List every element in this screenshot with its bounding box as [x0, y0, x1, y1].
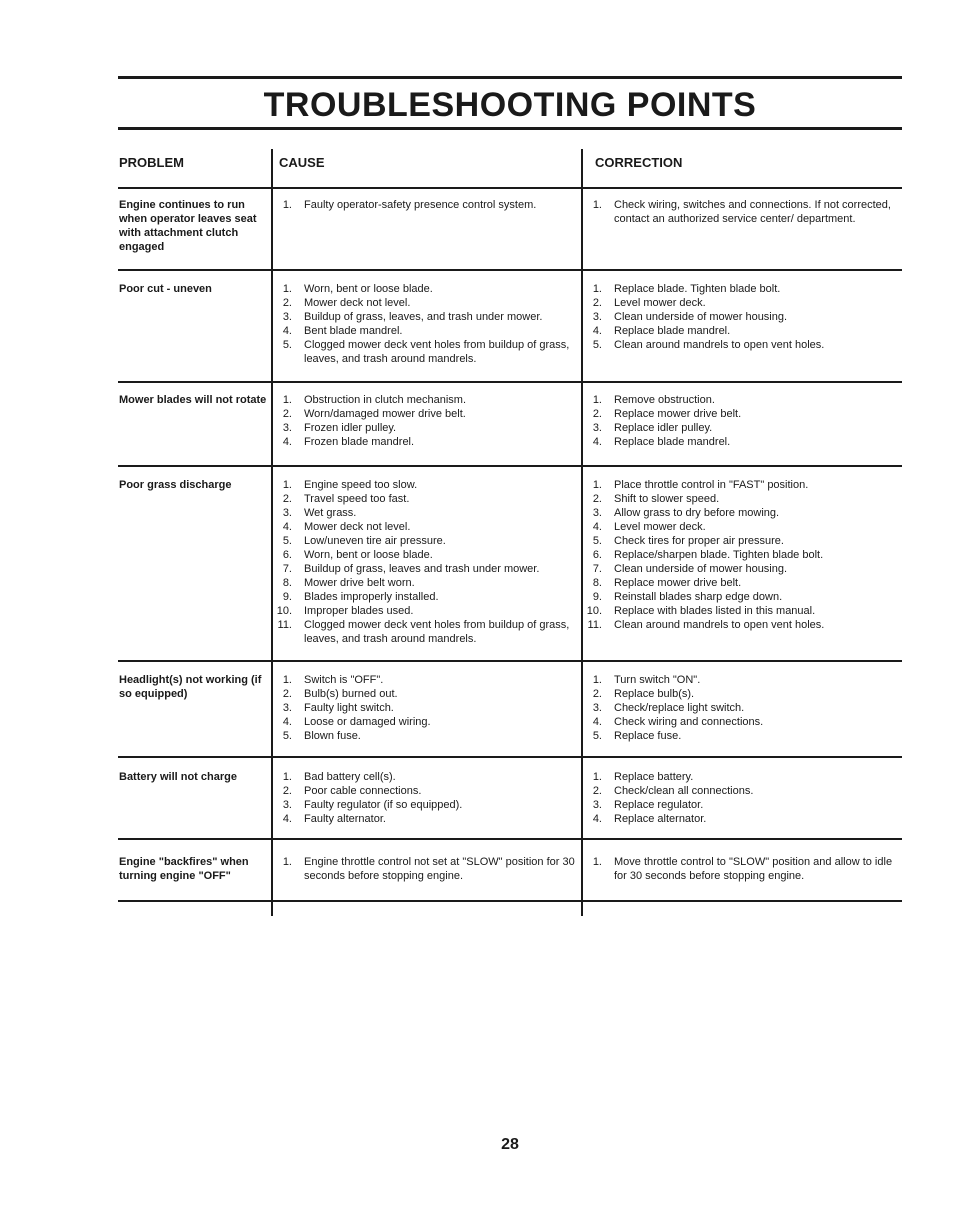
correction-list	[584, 198, 894, 226]
problem-text: Engine "backfires" when turning engine "OFF"	[119, 856, 249, 882]
row-divider	[118, 381, 902, 383]
list-item: 3. Allow grass to dry before mowing.	[592, 507, 780, 519]
cause-list	[274, 673, 576, 743]
list-item: 4. Faulty alternator.	[282, 813, 386, 825]
row-divider	[118, 465, 902, 467]
top-rule	[118, 76, 902, 79]
list-item: 2. Poor cable connections.	[282, 785, 422, 797]
list-item: 1. Bad battery cell(s).	[282, 771, 396, 783]
list-item: 10. Replace with blades listed in this manual.	[586, 605, 816, 617]
list-item: 4. Replace alternator.	[592, 813, 707, 825]
list-item: 4. Replace blade mandrel.	[592, 436, 731, 448]
column-divider	[581, 149, 583, 916]
problem-text: Engine continues to run when operator leaves seat with attachment clutch engaged	[119, 199, 257, 253]
list-item: 4. Bent blade mandrel.	[282, 325, 403, 337]
list-item: 1. Replace blade. Tighten blade bolt.	[592, 283, 781, 295]
list-item: 1. Engine throttle control not set at "SLOW" position for 30 seconds before stopping engine.	[282, 856, 575, 882]
list-item: 3. Faulty light switch.	[282, 702, 394, 714]
list-item: 3. Replace regulator.	[592, 799, 704, 811]
cause-list	[274, 855, 576, 883]
list-item: 5. Clean around mandrels to open vent holes.	[592, 339, 825, 351]
list-item: 3. Check/replace light switch.	[592, 702, 745, 714]
correction-list	[584, 855, 894, 883]
list-item: 1. Remove obstruction.	[592, 394, 715, 406]
problem-text: Battery will not charge	[119, 771, 237, 783]
title-rule	[118, 127, 902, 130]
list-item: 7. Clean underside of mower housing.	[592, 563, 788, 575]
list-item: 11. Clean around mandrels to open vent holes.	[587, 619, 825, 631]
list-item: 2. Shift to slower speed.	[592, 493, 720, 505]
list-item: 1. Faulty operator-safety presence control system.	[282, 199, 537, 211]
row-divider	[118, 756, 902, 758]
list-item: 4. Mower deck not level.	[282, 521, 411, 533]
header-rule	[118, 187, 902, 189]
row-divider	[118, 838, 902, 840]
page-title: TROUBLESHOOTING POINTS	[263, 86, 757, 124]
list-item: 1. Place throttle control in "FAST" position.	[592, 479, 809, 491]
list-item: 1. Replace battery.	[592, 771, 694, 783]
list-item: 4. Loose or damaged wiring.	[282, 716, 431, 728]
list-item: 8. Mower drive belt worn.	[282, 577, 415, 589]
correction-list	[584, 478, 894, 632]
correction-list	[584, 673, 894, 743]
list-item: 2. Worn/damaged mower drive belt.	[282, 408, 466, 420]
list-item: 6. Replace/sharpen blade. Tighten blade bolt.	[592, 549, 824, 561]
cause-list	[274, 282, 576, 366]
list-item: 3. Clean underside of mower housing.	[592, 311, 788, 323]
cause-list	[274, 198, 576, 212]
list-item: 9. Blades improperly installed.	[282, 591, 439, 603]
list-item: 10. Improper blades used.	[276, 605, 414, 617]
list-item: 8. Replace mower drive belt.	[592, 577, 742, 589]
list-item: 3. Replace idler pulley.	[592, 422, 713, 434]
list-item: 4. Replace blade mandrel.	[592, 325, 731, 337]
list-item: 1. Obstruction in clutch mechanism.	[282, 394, 467, 406]
list-item: 2. Mower deck not level.	[282, 297, 411, 309]
list-item: 5. Check tires for proper air pressure.	[592, 535, 784, 547]
list-item: 1. Switch is "OFF".	[282, 674, 384, 686]
cause-list	[274, 393, 576, 449]
problem-text: Mower blades will not rotate	[119, 394, 267, 406]
row-divider	[118, 269, 902, 271]
correction-list	[584, 282, 894, 352]
list-item: 7. Buildup of grass, leaves and trash under mower.	[282, 563, 540, 575]
list-item: 9. Reinstall blades sharp edge down.	[592, 591, 783, 603]
list-item: 3. Wet grass.	[282, 507, 357, 519]
list-item: 11. Clogged mower deck vent holes from buildup of grass, leaves, and trash around mandrels.	[277, 619, 570, 645]
list-item: 1. Worn, bent or loose blade.	[282, 283, 433, 295]
list-item: 2. Bulb(s) burned out.	[282, 688, 398, 700]
row-divider	[118, 660, 902, 662]
list-item: 2. Level mower deck.	[592, 297, 706, 309]
list-item: 4. Level mower deck.	[592, 521, 706, 533]
list-item: 3. Frozen idler pulley.	[282, 422, 397, 434]
list-item: 1. Check wiring, switches and connections. If not corrected, contact an authorized service center/ department.	[592, 199, 891, 225]
column-header-problem: PROBLEM	[119, 155, 184, 170]
problem-text: Poor grass discharge	[119, 479, 232, 491]
problem-text: Headlight(s) not working (if so equipped)	[119, 674, 262, 700]
list-item: 2. Check/clean all connections.	[592, 785, 754, 797]
list-item: 5. Replace fuse.	[592, 730, 682, 742]
list-item: 4. Check wiring and connections.	[592, 716, 764, 728]
list-item: 5. Low/uneven tire air pressure.	[282, 535, 446, 547]
correction-list	[584, 393, 894, 449]
list-item: 2. Replace mower drive belt.	[592, 408, 742, 420]
problem-text: Poor cut - uneven	[119, 283, 212, 295]
column-divider	[271, 149, 273, 916]
list-item: 1. Engine speed too slow.	[282, 479, 418, 491]
column-header-cause: CAUSE	[279, 155, 325, 170]
list-item: 1. Move throttle control to "SLOW" position and allow to idle for 30 seconds before stopping engine.	[592, 856, 893, 882]
cause-list	[274, 478, 576, 646]
page-number: 28	[501, 1136, 519, 1153]
list-item: 5. Clogged mower deck vent holes from buildup of grass, leaves, and trash around mandrels.	[282, 339, 570, 365]
column-header-correction: CORRECTION	[595, 155, 683, 170]
list-item: 3. Faulty regulator (if so equipped).	[282, 799, 463, 811]
list-item: 5. Blown fuse.	[282, 730, 361, 742]
correction-list	[584, 770, 894, 826]
list-item: 3. Buildup of grass, leaves, and trash under mower.	[282, 311, 543, 323]
list-item: 1. Turn switch "ON".	[592, 674, 701, 686]
list-item: 4. Frozen blade mandrel.	[282, 436, 415, 448]
list-item: 2. Replace bulb(s).	[592, 688, 695, 700]
cause-list	[274, 770, 576, 826]
list-item: 6. Worn, bent or loose blade.	[282, 549, 433, 561]
row-divider	[118, 900, 902, 902]
list-item: 2. Travel speed too fast.	[282, 493, 410, 505]
